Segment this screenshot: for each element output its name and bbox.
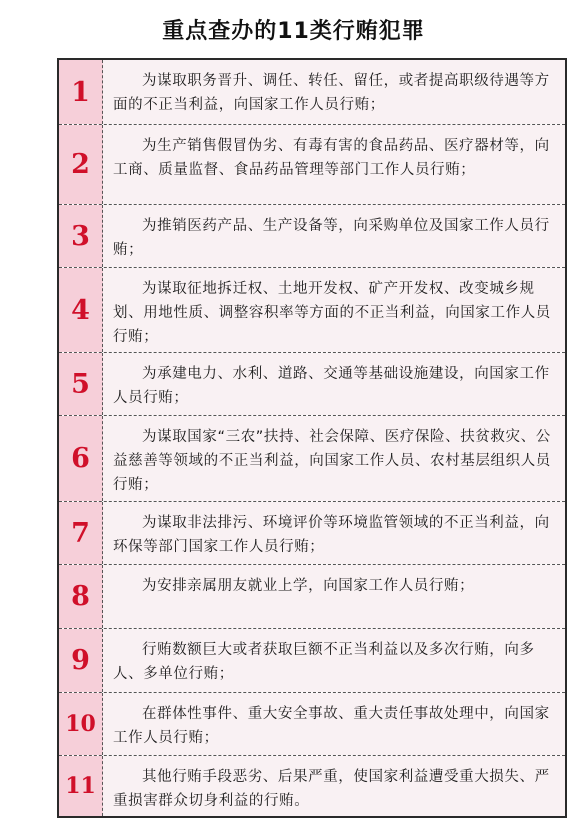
table-row	[59, 125, 565, 205]
row-number-cell	[59, 205, 103, 267]
row-text-cell	[103, 693, 565, 755]
row-text: 为谋取征地拆迁权、土地开发权、矿产开发权、改变城乡规划、用地性质、调整容积率等方面的不正当利益，向国家工作人员行贿；	[113, 281, 551, 345]
row-number-cell	[59, 416, 103, 501]
row-number: 7	[71, 517, 90, 549]
row-number: 4	[71, 294, 90, 326]
row-text: 为谋取国家“三农”扶持、社会保障、医疗保险、扶贫救灾、公益慈善等领域的不正当利益，向国家工作人员、农村基层组织人员行贿；	[113, 429, 551, 493]
row-number: 11	[65, 773, 96, 799]
row-number: 6	[71, 443, 90, 474]
row-number-cell	[59, 565, 103, 628]
page-title: 重点查办的11类行贿犯罪	[162, 19, 425, 44]
row-number-cell	[59, 693, 103, 755]
row-number: 8	[71, 581, 90, 612]
row-number-cell	[59, 125, 103, 204]
row-text: 为生产销售假冒伪劣、有毒有害的食品药品、医疗器材等，向工商、质量监督、食品药品管理等部门工作人员行贿；	[113, 138, 550, 178]
row-text: 为承建电力、水利、道路、交通等基础设施建设，向国家工作人员行贿；	[113, 366, 550, 406]
row-text-cell	[103, 125, 565, 204]
table-row	[59, 205, 565, 268]
row-text-cell	[103, 629, 565, 692]
row-text-cell	[103, 60, 565, 124]
row-number-cell	[59, 756, 103, 816]
row-number: 1	[71, 76, 90, 108]
row-number-cell	[59, 502, 103, 564]
table-row	[59, 60, 565, 125]
table-row	[59, 693, 565, 756]
row-number: 9	[71, 645, 90, 676]
row-text-cell	[103, 205, 565, 267]
row-text-cell	[103, 416, 565, 501]
row-number-cell	[59, 268, 103, 352]
row-text: 为安排亲属朋友就业上学，向国家工作人员行贿；	[142, 578, 475, 594]
row-text: 为推销医药产品、生产设备等，向采购单位及国家工作人员行贿；	[113, 218, 550, 258]
row-text-cell	[103, 268, 565, 352]
table-row	[59, 502, 565, 565]
row-text-cell	[103, 756, 565, 816]
table-row	[59, 416, 565, 502]
crime-table	[57, 58, 567, 818]
row-text: 行贿数额巨大或者获取巨额不正当利益以及多次行贿，向多人、多单位行贿；	[113, 642, 535, 682]
row-number: 10	[65, 711, 96, 737]
row-text-cell	[103, 353, 565, 415]
table-row	[59, 353, 565, 416]
row-number-cell	[59, 629, 103, 692]
row-number: 5	[71, 368, 90, 400]
row-text-cell	[103, 565, 565, 628]
row-text: 为谋取职务晋升、调任、转任、留任，或者提高职级待遇等方面的不正当利益，向国家工作人员行贿；	[113, 73, 550, 113]
row-text: 其他行贿手段恶劣、后果严重，使国家利益遭受重大损失、严重损害群众切身利益的行贿。	[113, 769, 550, 809]
table-row	[59, 268, 565, 353]
row-text: 为谋取非法排污、环境评价等环境监管领域的不正当利益，向环保等部门国家工作人员行贿；	[113, 515, 550, 555]
row-number: 3	[71, 220, 90, 252]
row-number-cell	[59, 60, 103, 124]
row-text-cell	[103, 502, 565, 564]
row-number: 2	[71, 149, 90, 180]
row-number-cell	[59, 353, 103, 415]
row-text: 在群体性事件、重大安全事故、重大责任事故处理中，向国家工作人员行贿；	[113, 706, 550, 746]
table-row	[59, 629, 565, 693]
table-row	[59, 565, 565, 629]
table-row	[59, 756, 565, 816]
